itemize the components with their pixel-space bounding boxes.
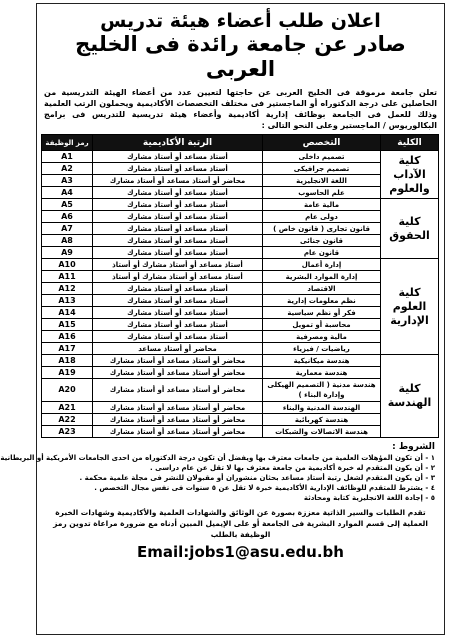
specialty-cell: هندسة ميكانيكية [263,355,381,367]
ad-title: اعلان طلب أعضاء هيئة تدريس [100,10,381,32]
college-cell: كلية الآداب والعلوم [381,151,439,199]
table-row [42,283,439,295]
specialty-cell: الهندسة المدنية والبناء [263,402,381,414]
rank-cell: أستاذ مساعد أو أستاذ مشارك [93,331,263,343]
code-cell: A1 [42,151,93,163]
rank-cell: محاضر أو أستاذ مساعد أو أستاذ مشارك [93,402,263,414]
job-advertisement [0,3,445,635]
college-cell: كلية الحقوق [381,199,439,259]
conditions-title: الشروط : [392,442,435,452]
table-row [42,426,439,438]
college-cell: كلية الهندسة [381,355,439,438]
table-row [42,199,439,211]
specialty-cell: مالية ومصرفية [263,331,381,343]
condition-item: ٥ - إجادة اللغة الانجليزية كتابة ومحادثة [303,494,435,502]
rank-cell: أستاذ مساعد أو أستاذ مشارك [93,199,263,211]
table-header-row [42,135,439,151]
code-cell: A6 [42,211,93,223]
rank-cell: أستاذ مساعد أو أستاذ مشارك أو أستاذ [93,271,263,283]
specialty-cell: هندسة مدنية ( التصميم الهيكلى وإدارة البناء ) [263,379,381,402]
positions-table-body [42,151,439,438]
rank-cell: أستاذ مساعد أو أستاذ مشارك [93,247,263,259]
specialty-cell: فكر أو نظم سياسية [263,307,381,319]
table-row [42,187,439,199]
specialty-cell: إدارة الموارد البشرية [263,271,381,283]
college-cell: كلية العلوم الإدارية [381,259,439,355]
positions-table [41,134,439,438]
table-row [42,163,439,175]
rank-header: الرتبة الأكاديمية [93,135,263,151]
code-cell: A16 [42,331,93,343]
table-row [42,355,439,367]
code-cell: A11 [42,271,93,283]
rank-cell: أستاذ مساعد أو أستاذ مشارك [93,307,263,319]
specialty-cell: هندسة معمارية [263,367,381,379]
specialty-cell: تصميم جرافيكى [263,163,381,175]
rank-cell: أستاذ مساعد أو أستاذ مشارك [93,295,263,307]
rank-cell: محاضر أو أستاذ مساعد أو أستاذ مشارك [93,175,263,187]
specialty-cell: إدارة أعمال [263,259,381,271]
rank-cell: أستاذ مساعد أو أستاذ مشارك [93,163,263,175]
condition-item: ١ - أن تكون المؤهلات العلمية من جامعات معترف بها ويفضل أن تكون درجة الدكتوراه من احدى الجامعات الأمريكية أو البريطانية [0,454,435,462]
table-row [42,414,439,426]
code-cell: A4 [42,187,93,199]
table-row [42,343,439,355]
code-cell: A8 [42,235,93,247]
specialty-cell: مالية عامة [263,199,381,211]
code-cell: A12 [42,283,93,295]
rank-cell: أستاذ مساعد أو أستاذ مشارك [93,211,263,223]
rank-cell: أستاذ مساعد أو أستاذ مشارك [93,235,263,247]
rank-cell: أستاذ مساعد أو أستاذ مشارك [93,319,263,331]
ad-subtitle: صادر عن جامعة رائدة فى الخليج العربى [75,32,406,81]
table-row [42,271,439,283]
table-row [42,223,439,235]
rank-cell: أستاذ مساعد أو أستاذ مشارك [93,187,263,199]
rank-cell: محاضر أو أستاذ مساعد أو أستاذ مشارك [93,367,263,379]
specialty-cell: قانون عام [263,247,381,259]
specialty-cell: قانون تجارى ( قانون خاص ) [263,223,381,235]
table-row [42,307,439,319]
table-row [42,151,439,163]
code-header: رمز الوظيفة [42,135,93,151]
table-row [42,331,439,343]
code-cell: A3 [42,175,93,187]
code-cell: A17 [42,343,93,355]
table-row [42,367,439,379]
code-cell: A23 [42,426,93,438]
code-cell: A5 [42,199,93,211]
table-row [42,235,439,247]
code-cell: A18 [42,355,93,367]
specialty-cell: هندسة الاتصالات والشبكات [263,426,381,438]
specialty-cell: دولى عام [263,211,381,223]
table-row [42,402,439,414]
specialty-cell: محاسبة أو تمويل [263,319,381,331]
email-address[interactable]: Email:jobs1@asu.edu.bh [137,543,344,561]
rank-cell: أستاذ مساعد أو أستاذ مشارك [93,223,263,235]
code-cell: A22 [42,414,93,426]
specialty-cell: اللغة الانجليزية [263,175,381,187]
table-row [42,379,439,402]
code-cell: A13 [42,295,93,307]
table-row [42,247,439,259]
rank-cell: محاضر أو أستاذ مساعد أو أستاذ مشارك [93,426,263,438]
code-cell: A19 [42,367,93,379]
rank-cell: أستاذ مساعد أو أستاذ مشارك [93,283,263,295]
condition-item: ٢ - أن يكون المتقدم له خبرة أكاديمية من جامعة معترف بها لا تقل عن عام دراسى . [150,464,435,472]
rank-cell: محاضر أو أستاذ مساعد أو أستاذ مشارك [93,355,263,367]
table-row [42,211,439,223]
code-cell: A10 [42,259,93,271]
table-row [42,319,439,331]
specialty-cell: قانون جنائى [263,235,381,247]
specialty-header: التخصص [263,135,381,151]
conditions-list [0,453,439,503]
specialty-cell: رياضيات / فيزياء [263,343,381,355]
closing-paragraph: تقدم الطلبات والسير الذاتية معززة بصورة عن الوثائق والشهادات العلمية والأكاديمية وشهادات الخبرة العملية إلى قسم الموارد البشرية فى الجامعة أو على الإيميل المبين أدناه مع ضرورة مراعاة تدوين رمز الوظيفة بالطلب [53,508,428,539]
code-cell: A7 [42,223,93,235]
code-cell: A9 [42,247,93,259]
specialty-cell: الاقتصاد [263,283,381,295]
rank-cell: محاضر أو أستاذ مساعد أو أستاذ مشارك [93,379,263,402]
rank-cell: محاضر أو أستاذ مساعد [93,343,263,355]
condition-item: ٣ - أن يكون المتقدم لشغل رتبة أستاذ مساعد بحثان منشوران أو مقبولان للنشر فى مجلة علمية محكمة . [79,474,435,482]
table-row [42,175,439,187]
table-row [42,295,439,307]
specialty-cell: نظم معلومات إدارية [263,295,381,307]
specialty-cell: علم الحاسوب [263,187,381,199]
rank-cell: أستاذ مساعد أو أستاذ مشارك [93,151,263,163]
code-cell: A20 [42,379,93,402]
code-cell: A21 [42,402,93,414]
specialty-cell: هندسة كهربائية [263,414,381,426]
condition-item: ٤ - يشترط للمتقدم للوظائف الإدارية الأكاديمية خبرة لا تقل عن ٥ سنوات فى نفس مجال التخصص . [94,484,435,492]
code-cell: A14 [42,307,93,319]
college-header: الكلية [381,135,439,151]
rank-cell: أستاذ مساعد أو أستاذ مشارك أو أستاذ [93,259,263,271]
table-row [42,259,439,271]
specialty-cell: تصميم داخلى [263,151,381,163]
code-cell: A2 [42,163,93,175]
intro-paragraph: تعلن جامعة مرموقة فى الخليج العربى عن حاجتها لتعيين عدد من أعضاء الهيئة التدريسية من الحاصلين على درجة الدكتوراه أو الماجستير فى مختلف التخصصات الأكاديمية ويحملون الرتب العلمية وذلك للعمل فى الجامعة بوظائف إدارية أكاديمية وأعضاء هيئة تدريسية للتدريس فى برامج البكالوريوس / الماجستير وعلى النحو التالى : [44,88,437,130]
rank-cell: محاضر أو أستاذ مساعد أو أستاذ مشارك [93,414,263,426]
code-cell: A15 [42,319,93,331]
